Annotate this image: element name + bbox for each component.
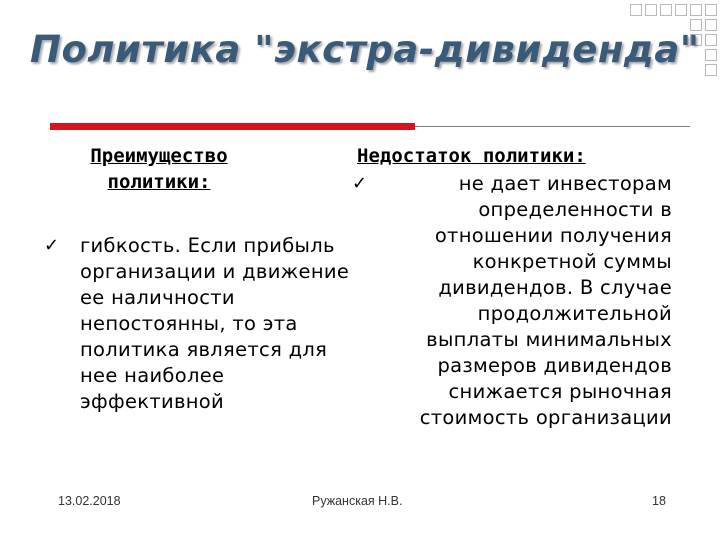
advantage-text: гибкость. Если прибыль организации и движение ее наличности непостоянны, то эта политика является для нее наиболее эффективной: [80, 234, 350, 413]
advantage-column: [44, 143, 354, 415]
advantage-heading: Преимущество политики:: [90, 145, 228, 193]
drawback-bullet: [352, 171, 672, 431]
checkmark-icon: ✓: [44, 235, 60, 256]
accent-bar: [50, 123, 415, 130]
drawback-text: не дает инвесторам определенности в отношении получения конкретной суммы дивидендов. В случае продолжительной выплаты минимальных размеров дивидендов снижается рыночная стоимость организации: [419, 172, 672, 429]
checkmark-icon: ✓: [352, 173, 368, 194]
footer-date: 13.02.2018: [58, 494, 121, 508]
page-number: 18: [652, 494, 666, 508]
drawback-column: [352, 143, 672, 431]
drawback-heading: Недостаток политики:: [357, 145, 586, 167]
advantage-bullet: [44, 233, 354, 415]
slide-title: Политика "экстра-дивиденда": [30, 28, 700, 71]
footer-author: Ружанская Н.В.: [312, 494, 403, 508]
